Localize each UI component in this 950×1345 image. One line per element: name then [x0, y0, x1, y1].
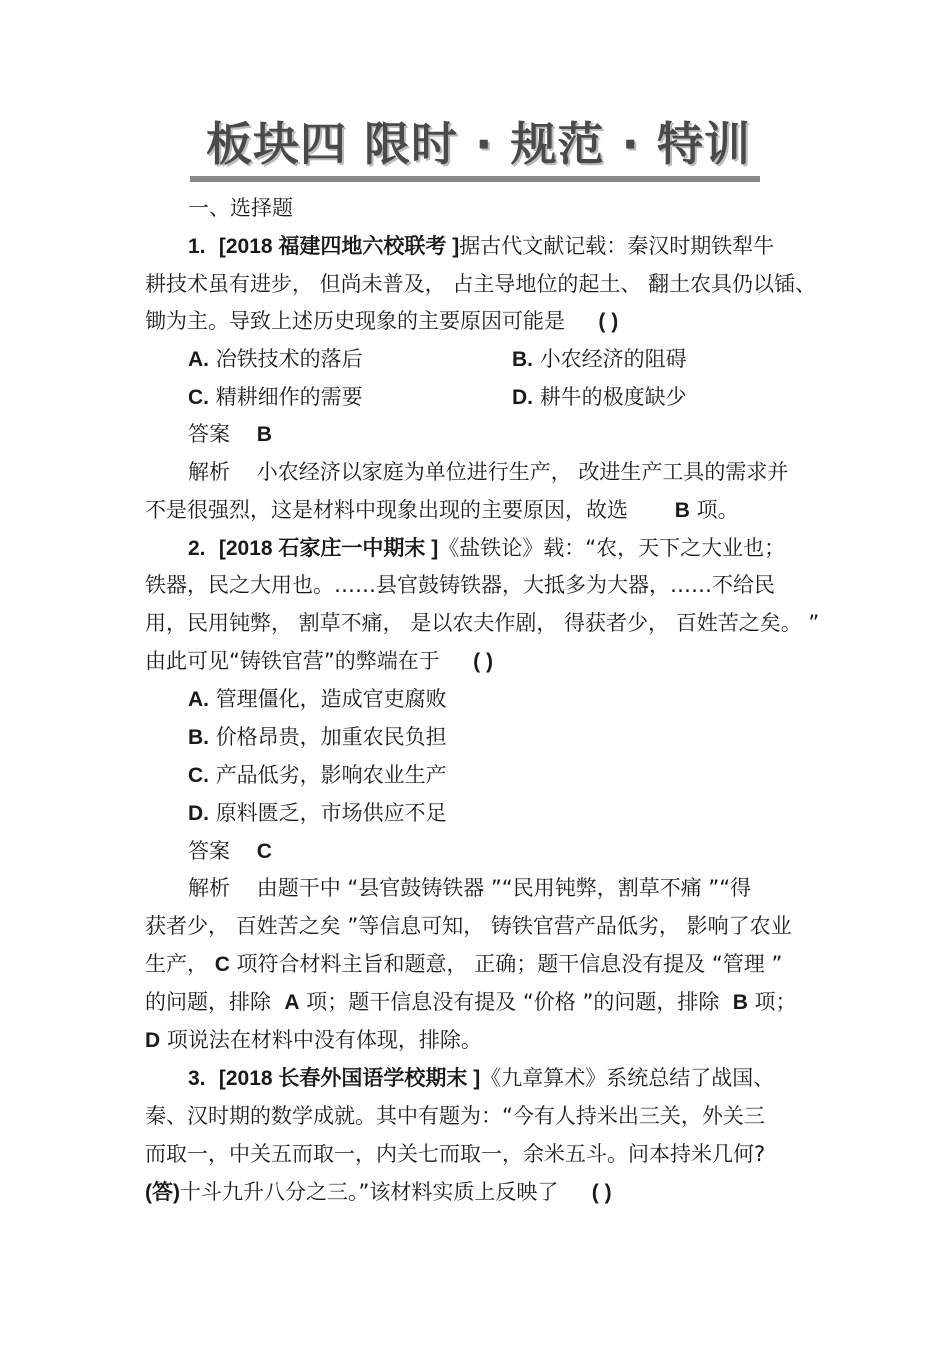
answer-value: B	[256, 423, 272, 446]
q3-stem-line2: 秦、汉时期的数学成就。其中有题为：“今有人持米出三关，外关三	[145, 1104, 765, 1128]
q3-source: [2018 长春外国语学校期末 ]	[218, 1067, 481, 1090]
option-text: 管理僵化，造成官吏腐败	[215, 687, 447, 711]
q1-stem-line2: 耕技术虽有进步， 但尚未普及， 占主导地位的起土、 翻土农具仍以锸、	[145, 272, 817, 296]
q2-number: 2.	[188, 537, 206, 560]
analysis-text: 项符合材料主旨和题意， 正确；题干信息没有提及 “管理 ”	[236, 952, 783, 976]
option-letter: B.	[512, 348, 533, 371]
answer-label: 答案	[188, 422, 230, 446]
page-title: 板块四 限时 · 规范 · 特训	[206, 117, 752, 171]
q2-option-a	[188, 684, 447, 715]
q1-analysis-line2	[145, 495, 739, 526]
option-text: 精耕细作的需要	[215, 385, 363, 409]
analysis-text: 项；	[754, 990, 797, 1014]
q2-answer-blank: ( )	[473, 650, 493, 673]
q1-option-c	[188, 382, 363, 413]
analysis-option: A	[284, 991, 300, 1014]
q1-answer-blank: ( )	[598, 310, 619, 333]
q3-stem-line3: 而取一，中关五而取一，内关七而取一，余米五斗。问本持米几何?	[145, 1142, 766, 1166]
option-letter: A.	[188, 688, 209, 711]
option-letter: A.	[188, 348, 209, 371]
analysis-text: 项。	[696, 498, 739, 522]
analysis-text: 小农经济以家庭为单位进行生产， 改进生产工具的需求并	[256, 460, 789, 484]
analysis-text: 生产，	[145, 952, 208, 976]
analysis-option: B	[674, 499, 690, 522]
option-text: 冶铁技术的落后	[215, 347, 363, 371]
q2-analysis-line4	[145, 987, 797, 1018]
title-underline	[190, 176, 760, 182]
q3-stem-line4	[145, 1177, 612, 1208]
q2-analysis-line1	[188, 873, 751, 903]
analysis-option: D	[145, 1029, 161, 1052]
option-letter: D.	[188, 802, 209, 825]
option-text: 小农经济的阻碍	[539, 347, 687, 371]
option-letter: C.	[188, 386, 209, 409]
q1-option-a	[188, 344, 363, 375]
option-text: 原料匮乏，市场供应不足	[215, 801, 447, 825]
q2-text-1: 《盐铁论》载：“农，天下之大业也；	[438, 536, 786, 560]
q1-stem-line3	[145, 306, 618, 337]
q3-number: 3.	[188, 1067, 206, 1090]
analysis-text: 项说法在材料中没有体现，排除。	[166, 1028, 482, 1052]
analysis-label: 解析	[188, 876, 230, 900]
q2-option-c	[188, 760, 447, 791]
option-letter: C.	[188, 764, 209, 787]
q2-stem-line3: 用，民用钝弊， 割草不痛， 是以农夫作剧， 得获者少， 百姓苦之矣。 ”	[145, 611, 820, 635]
answer-value: C	[256, 840, 272, 863]
q2-stem-line2: 铁器，民之大用也。……县官鼓铸铁器，大抵多为大器，……不给民	[145, 573, 775, 597]
analysis-text: 项；题干信息没有提及 “价格 ”的问题，排除	[306, 990, 720, 1014]
q1-number: 1.	[188, 235, 206, 258]
option-text: 耕牛的极度缺少	[539, 385, 687, 409]
analysis-text: 不是很强烈，这是材料中现象出现的主要原因，故选	[145, 498, 628, 522]
q2-source: [2018 石家庄一中期末 ]	[218, 537, 439, 560]
q3-text-1: 《九章算术》系统总结了战国、	[480, 1066, 775, 1090]
option-letter: B.	[188, 726, 209, 749]
section-heading: 一、选择题	[188, 196, 293, 220]
q2-analysis-line5	[145, 1025, 482, 1056]
q2-stem-line1	[188, 533, 785, 564]
q1-option-b	[512, 344, 687, 375]
q2-stem-line4	[145, 646, 493, 677]
q1-stem-line1	[188, 231, 774, 262]
q2-analysis-line3	[145, 949, 782, 980]
q1-source: [2018 福建四地六校联考 ]	[218, 235, 460, 258]
q1-answer	[188, 419, 272, 450]
analysis-text: 的问题，排除	[145, 990, 271, 1014]
analysis-option: C	[214, 953, 230, 976]
q1-option-d	[512, 382, 687, 413]
q2-answer	[188, 836, 272, 867]
q3-stem-line1	[188, 1063, 774, 1094]
answer-label: 答案	[188, 839, 230, 863]
title-banner	[190, 112, 760, 186]
q2-analysis-line2: 获者少， 百姓苦之矣 ”等信息可知， 铸铁官营产品低劣， 影响了农业	[145, 914, 792, 938]
q1-text-1: 据古代文献记载：秦汉时期铁犁牛	[459, 234, 775, 258]
analysis-label: 解析	[188, 460, 230, 484]
analysis-text: 由题干中 “县官鼓铸铁器 ”“民用钝弊，割草不痛 ”“得	[256, 876, 752, 900]
q1-text-3: 锄为主。导致上述历史现象的主要原因可能是	[145, 309, 565, 333]
option-text: 价格昂贵，加重农民负担	[215, 725, 447, 749]
q2-option-d	[188, 798, 447, 829]
q2-option-b	[188, 722, 447, 753]
q1-analysis-line1	[188, 457, 788, 487]
q3-answer-blank: ( )	[591, 1181, 612, 1204]
analysis-option: B	[732, 991, 748, 1014]
q3-answer-tag: (答)	[145, 1181, 180, 1204]
option-letter: D.	[512, 386, 533, 409]
q3-text-4: 十斗九升八分之三。”该材料实质上反映了	[180, 1180, 559, 1204]
q2-text-4: 由此可见“铸铁官营”的弊端在于	[145, 649, 440, 673]
option-text: 产品低劣，影响农业生产	[215, 763, 447, 787]
